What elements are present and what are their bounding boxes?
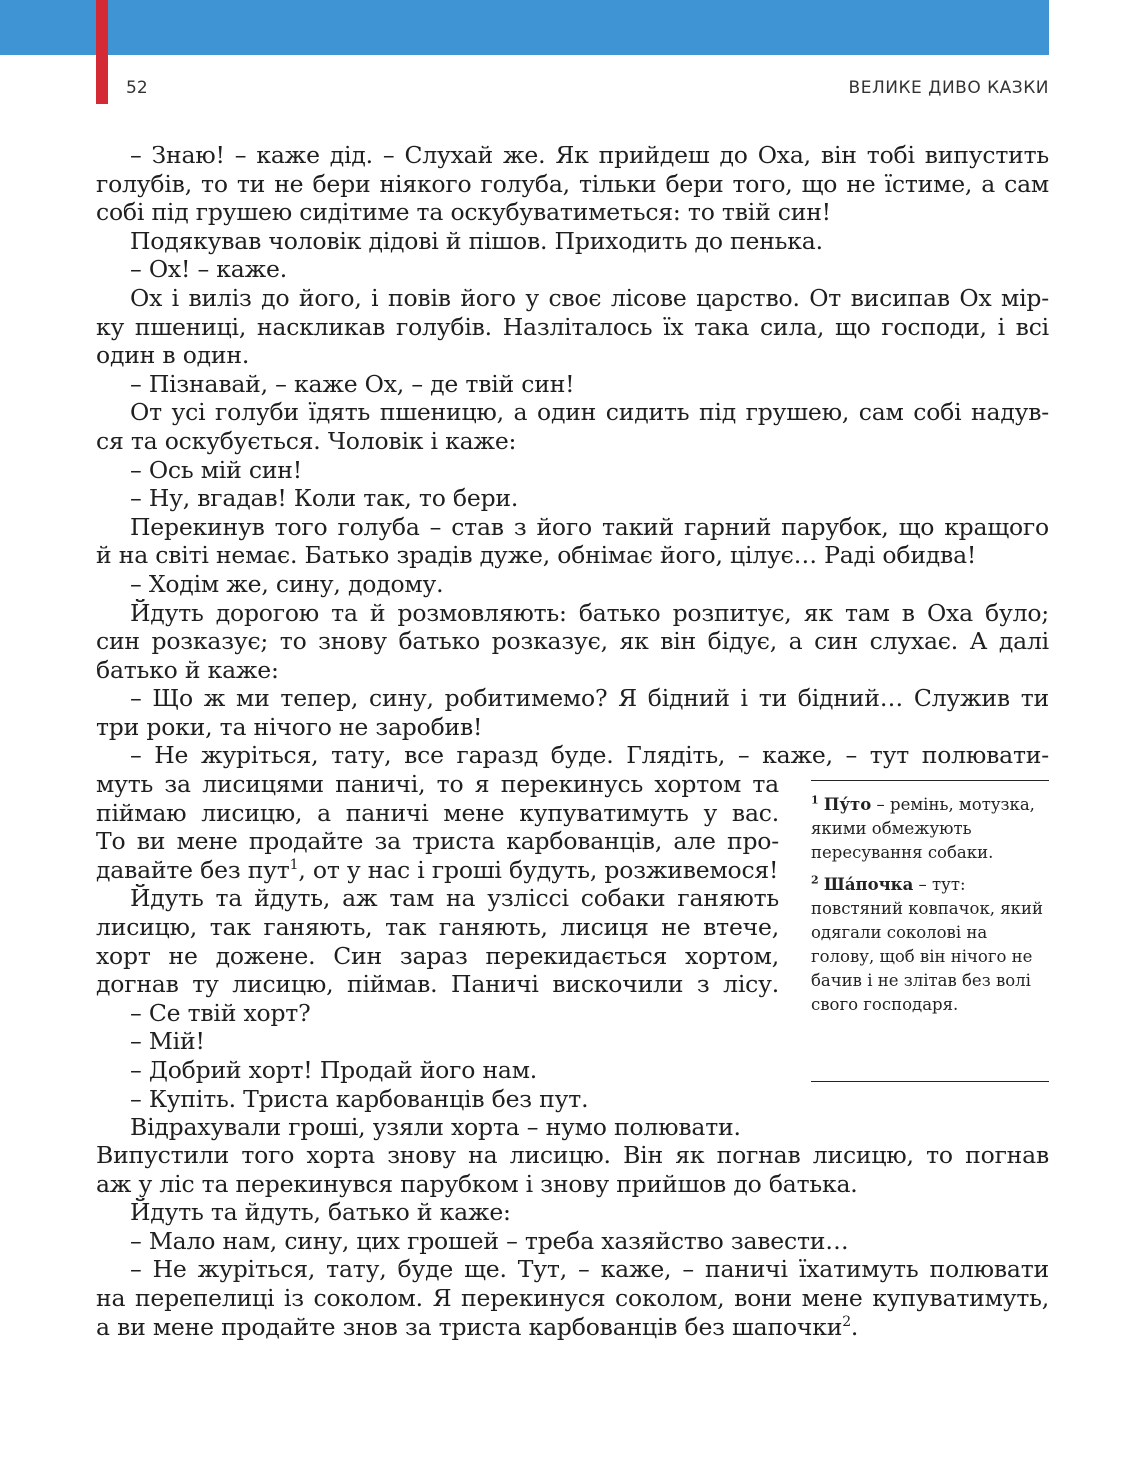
footnote-text: – тут: повстяний ковпачок, який одягали соколові на голову, щоб він нічого не бачив і не злітав без волі свого господаря. xyxy=(811,875,1043,1014)
text-line: голубів, то ти не бери ніякого голуба, тільки бери того, що не їстиме, а сам xyxy=(96,169,1049,198)
text-line: ся та оскубується. Чоловік і каже: xyxy=(96,426,517,455)
footnote-number: 1 xyxy=(811,793,819,807)
text-block-bottom xyxy=(96,1141,1049,1341)
footnote-text: – ремінь, мотузка, якими обмежують пересування собаки. xyxy=(811,795,1035,862)
text-line: – Не журіться, тату, буде ще. Тут, – каже, – паничі їхатимуть полювати xyxy=(130,1255,1049,1284)
text-block-top xyxy=(96,141,1049,770)
running-title: ВЕЛИКЕ ДИВО КАЗКИ xyxy=(848,78,1049,98)
footnote-ref-2: 2 xyxy=(842,1313,851,1330)
text-fragment: . xyxy=(850,1312,859,1341)
text-line: То ви мене продайте за триста карбованців, але про- xyxy=(96,827,779,856)
text-line: й на світі немає. Батько зрадів дуже, обнімає його, цілує… Раді обидва! xyxy=(96,541,977,570)
text-fragment: , от у нас і гроші будуть, розживемося! xyxy=(298,855,779,884)
text-line: ку пшениці, наскликав голубів. Назліталось їх така сила, що господи, і всі xyxy=(96,312,1049,341)
text-line: – Мій! xyxy=(130,1027,205,1056)
text-line: Йдуть та йдуть, аж там на узліссі собаки ганяють xyxy=(130,884,779,913)
text-line: Йдуть та йдуть, батько й каже: xyxy=(130,1198,511,1227)
text-line: – Мало нам, сину, цих грошей – треба хазяйство завести… xyxy=(130,1226,849,1255)
text-line: Йдуть дорогою та й розмовляють: батько розпитує, як там в Оха було; xyxy=(130,598,1049,627)
text-fragment: давайте без пут xyxy=(96,855,290,884)
text-line: – Що ж ми тепер, сину, робитимемо? Я бідний і ти бідний… Служив ти xyxy=(130,684,1049,713)
text-line: Перекинув того голуба – став з його такий гарний парубок, що кращого xyxy=(130,512,1049,541)
text-line: – Пізнавай, – каже Ох, – де твій син! xyxy=(130,369,575,398)
text-line: на перепелиці із соколом. Я перекинуся соколом, вони мене купуватимуть, xyxy=(96,1283,1049,1312)
page-number: 52 xyxy=(126,78,148,98)
text-line: – Знаю! – каже дід. – Слухай же. Як прийдеш до Оха, він тобі випустить xyxy=(130,141,1049,169)
text-line: – Се твій хорт? xyxy=(130,998,311,1027)
text-fragment: а ви мене продайте знов за триста карбованців без шапочки xyxy=(96,1312,843,1341)
text-line: – Не журіться, тату, все гаразд буде. Глядіть, – каже, – тут полювати- xyxy=(130,741,1049,770)
text-line: три роки, та нічого не заробив! xyxy=(96,712,483,741)
text-line: хорт не дожене. Син зараз перекидається хортом, xyxy=(96,941,779,970)
text-line: – Добрий хорт! Продай його нам. xyxy=(130,1055,538,1084)
text-line: піймаю лисицю, а паничі мене купуватимуть у вас. xyxy=(96,798,779,827)
text-line: – Ось мій син! xyxy=(130,455,302,484)
text-line: один в один. xyxy=(96,341,250,370)
text-line: Ох і виліз до його, і повів його у своє лісове царство. От висипав Ох мір- xyxy=(130,283,1049,312)
footnotes-box xyxy=(811,780,1049,1082)
text-line: – Ходім же, сину, додому. xyxy=(130,569,444,598)
text-line: – Ну, вгадав! Коли так, то бери. xyxy=(130,484,519,513)
footnote-2 xyxy=(811,873,1049,1017)
text-line: Випустили того хорта знову на лисицю. Він як погнав лисицю, то погнав xyxy=(96,1141,1049,1169)
text-line: муть за лисицями паничі, то я перекинусь хортом та xyxy=(96,770,779,798)
footnote-1 xyxy=(811,793,1049,865)
text-line: собі під грушею сидітиме та оскубуватиметься: то твій син! xyxy=(96,198,831,227)
text-line: Подякував чоловік дідові й пішов. Приходить до пенька. xyxy=(130,226,823,255)
text-line: батько й каже: xyxy=(96,655,279,684)
text-line: лисицю, так ганяють, так ганяють, лисиця не втече, xyxy=(96,912,779,941)
text-block-middle xyxy=(96,770,779,1142)
text-line: Відрахували гроші, узяли хорта – нумо полювати. xyxy=(130,1113,741,1142)
text-line: син розказує; то знову батько розказує, як він бідує, а син слухає. А далі xyxy=(96,627,1049,656)
footnote-number: 2 xyxy=(811,873,819,887)
text-line xyxy=(96,1313,1049,1342)
text-line xyxy=(96,856,779,885)
text-line: догнав ту лисицю, піймав. Паничі вискочили з лісу. xyxy=(96,970,779,999)
text-line: – Купіть. Триста карбованців без пут. xyxy=(130,1084,589,1113)
footnote-term: Пу́то xyxy=(823,795,872,814)
text-line: аж у ліс та перекинувся парубком і знову прийшов до батька. xyxy=(96,1169,858,1198)
header-color-band xyxy=(0,0,1049,55)
chapter-marker-bar xyxy=(96,0,108,104)
footnote-term: Ша́почка xyxy=(823,875,914,894)
text-line: – Ох! – каже. xyxy=(130,255,287,284)
footnote-ref-1: 1 xyxy=(289,856,299,873)
text-line: От усі голуби їдять пшеницю, а один сидить під грушею, сам собі надув- xyxy=(130,398,1049,427)
